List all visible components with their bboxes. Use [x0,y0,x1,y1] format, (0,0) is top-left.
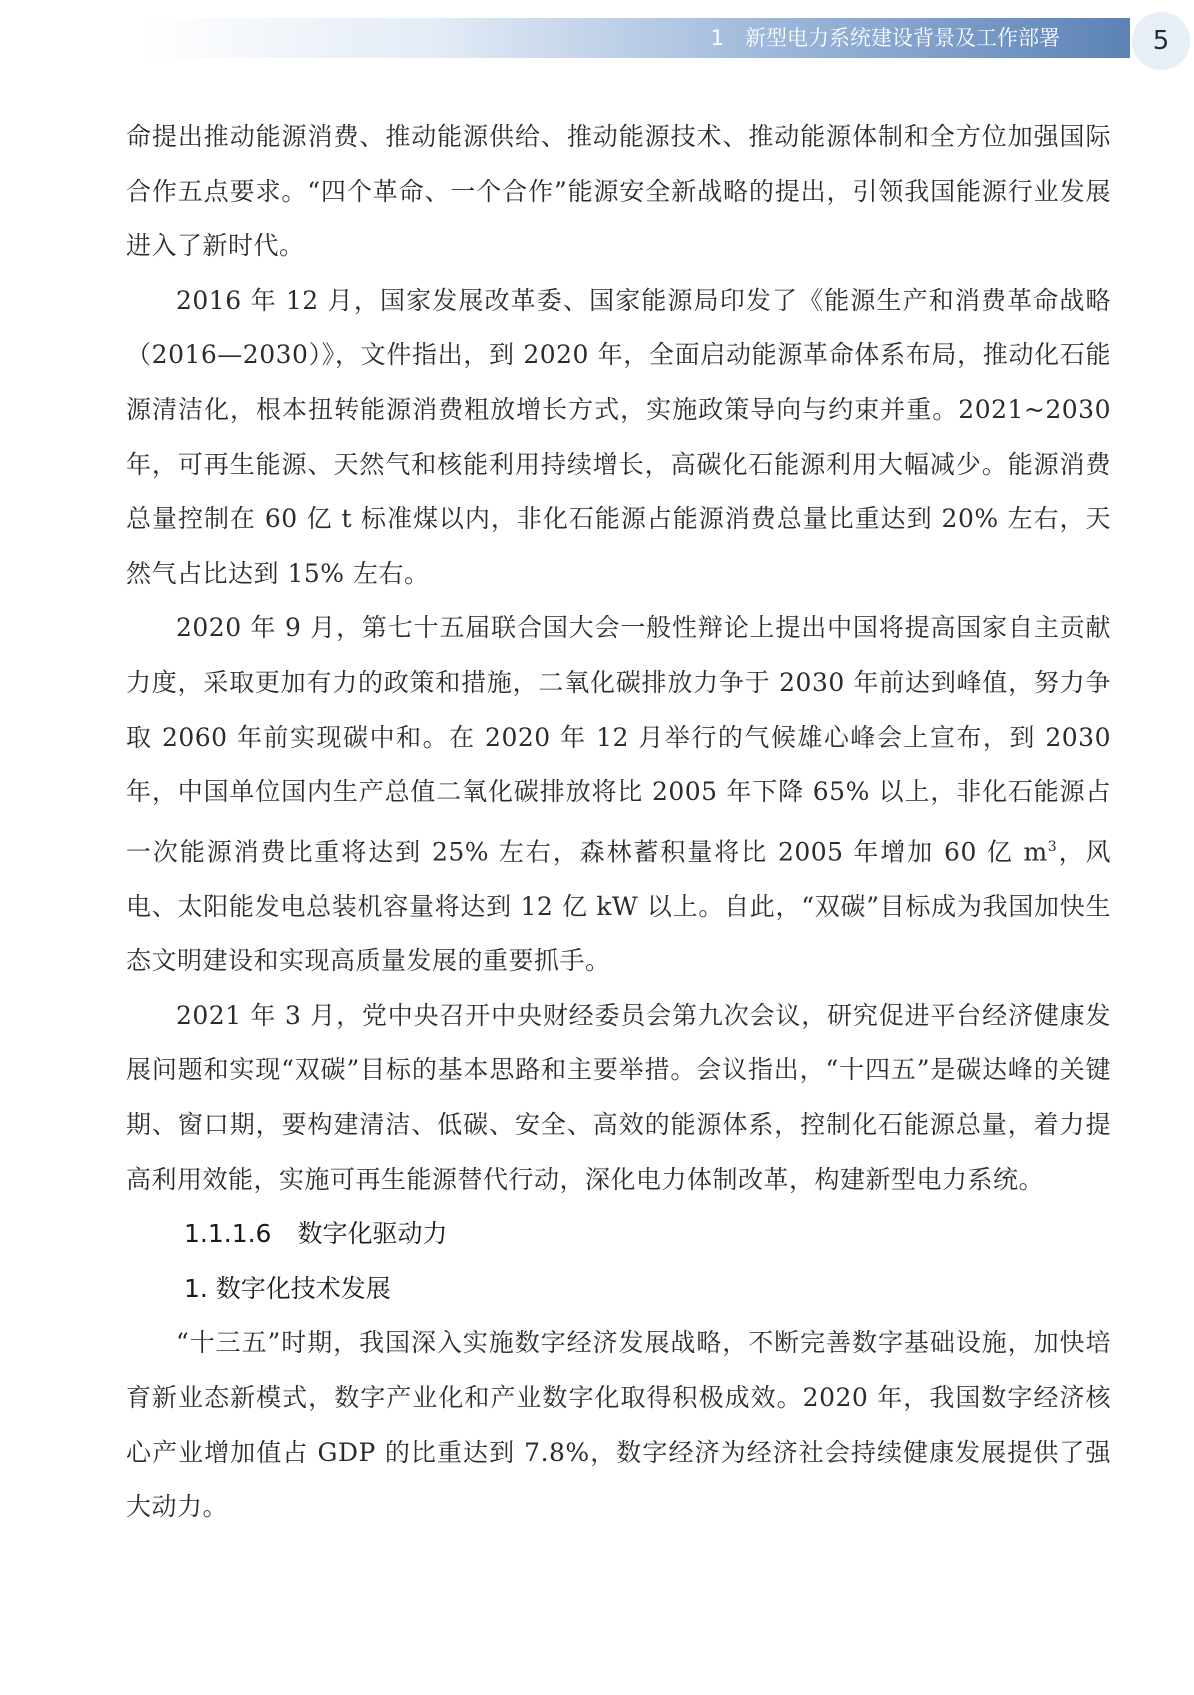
section-title: 数字化驱动力 [297,1219,448,1249]
paragraph-dual-carbon-goals [126,601,1111,988]
paragraph-central-meeting: 2021 年 3 月，党中央召开中央财经委员会第九次会议，研究促进平台经济健康发展问题和实现“双碳”目标的基本思路和主要举措。会议指出，“十四五”是碳达峰的关键期、窗口期，要构建清洁、低碳、安全、高效的能源体系，控制化石能源总量，着力提高利用效能，实施可再生能源替代行动，深化电力体制改革，构建新型电力系统。 [126,1000,1111,1194]
paragraph-text: 2020 年 9 月，第七十五届联合国大会一般性辩论上提出中国将提高国家自主贡献力度，采取更加有力的政策和措施，二氧化碳排放力争于 2030 年前达到峰值，努力争取 2060 年前实现碳中和。在 2020 年 12 月举行的气候雄心峰会上宣布，到 2030 年，中国单位国内生产总值二氧化碳排放将比 2005 年下降 65% 以上，非化石能源占一次能源消费比重将达到 25% 左右，森林蓄积量将比 2005 年增加 60 亿 m [126,613,1111,867]
superscript-cubic: 3 [1047,838,1058,855]
chapter-title: 1 新型电力系统建设背景及工作部署 [710,26,1060,50]
subsection-heading: 1. 数字化技术发展 [184,1273,391,1303]
paragraph-continued: 命提出推动能源消费、推动能源供给、推动能源技术、推动能源体制和全方位加强国际合作五点要求。“四个革命、一个合作”能源安全新战略的提出，引领我国能源行业发展进入了新时代。 [126,122,1111,261]
page-number: 5 [1130,10,1192,72]
section-number: 1.1.1.6 [184,1219,272,1249]
paragraph-digital-economy: “十三五”时期，我国深入实施数字经济发展战略，不断完善数字基础设施，加快培育新业态新模式，数字产业化和产业数字化取得积极成效。2020 年，我国数字经济核心产业增加值占 GDP 的比重达到 7.8%，数字经济为经济社会持续健康发展提供了强大动力。 [126,1328,1111,1522]
page-body [126,110,1111,1535]
paragraph-energy-strategy: 2016 年 12 月，国家发展改革委、国家能源局印发了《能源生产和消费革命战略（2016—2030）》，文件指出，到 2020 年，全面启动能源革命体系布局，推动化石能源清洁化，根本扭转能源消费粗放增长方式，实施政策导向与约束并重。2021~2030 年，可再生能源、天然气和核能利用持续增长，高碳化石能源利用大幅减少。能源消费总量控制在 60 亿 t 标准煤以内，非化石能源占能源消费总量比重达到 20% 左右，天然气占比达到 15% 左右。 [126,285,1111,588]
section-heading [126,1207,1111,1262]
paragraph-text: ，风电、太阳能发电总装机容量将达到 12 亿 kW 以上。自此，“双碳”目标成为我国加快生态文明建设和实现高质量发展的重要抓手。 [126,837,1111,976]
chapter-header-band [140,18,1130,58]
